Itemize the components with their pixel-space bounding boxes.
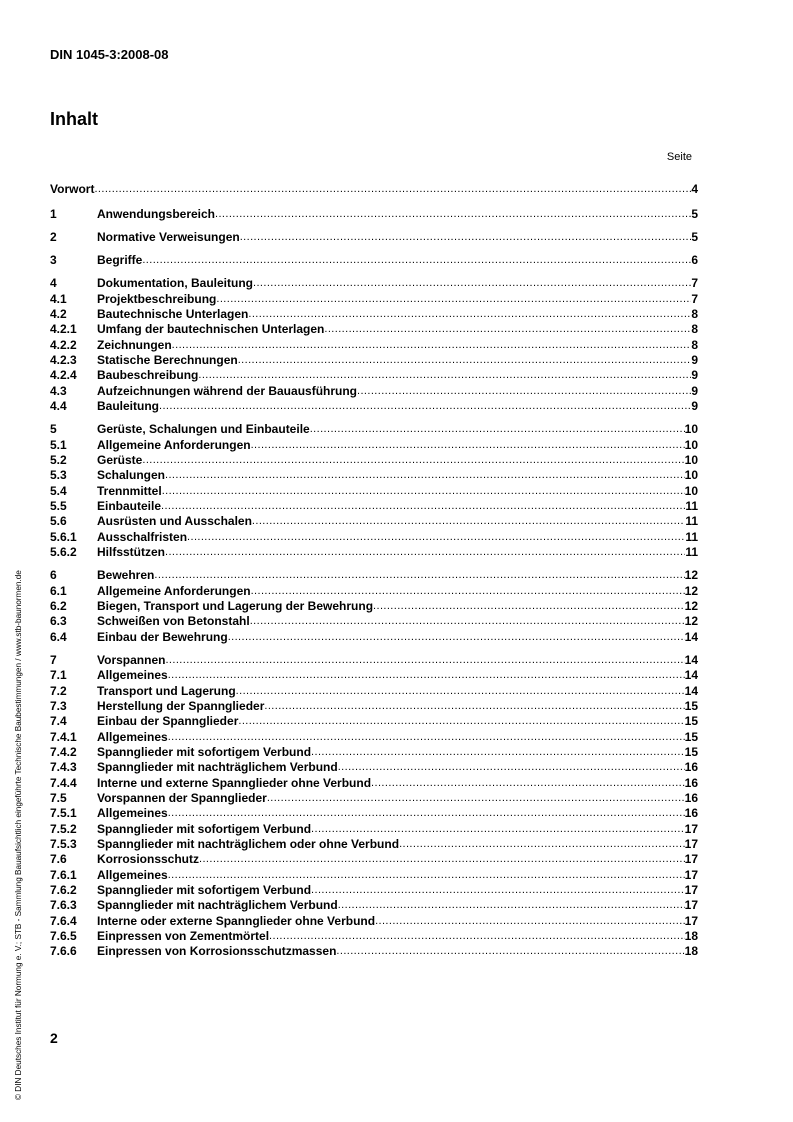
- toc-entry-title: Gerüste: [97, 453, 143, 467]
- toc-entry[interactable]: [50, 897, 698, 912]
- toc-entry-number: 7.5.2: [50, 822, 77, 836]
- toc-entry-title: Ausrüsten und Ausschalen: [97, 514, 252, 528]
- toc-entry-page: 8: [691, 338, 698, 352]
- toc-leader-dots: [228, 630, 685, 644]
- toc-leader-dots: [159, 399, 691, 413]
- toc-leader-dots: [238, 714, 684, 728]
- toc-leader-dots: [165, 653, 684, 667]
- toc-leader-dots: [311, 822, 685, 836]
- toc-entry-title: Interne und externe Spannglieder ohne Verbund: [97, 776, 372, 790]
- toc-entry[interactable]: [50, 275, 698, 290]
- toc-leader-dots: [264, 699, 684, 713]
- toc-leader-dots: [267, 791, 685, 805]
- toc-entry-title: Vorwort: [50, 182, 95, 196]
- toc-leader-dots: [162, 484, 685, 498]
- toc-entry[interactable]: [50, 437, 698, 452]
- toc-entry-title: Ausschalfristen: [97, 530, 188, 544]
- toc-entry-number: 7.6.3: [50, 898, 77, 912]
- toc-entry-number: 7.4.2: [50, 745, 77, 759]
- toc-entry-number: 4.3: [50, 384, 67, 398]
- toc-leader-dots: [248, 307, 691, 321]
- toc-entry-page: 12: [684, 599, 698, 613]
- toc-entry[interactable]: [50, 598, 698, 613]
- toc-entry[interactable]: [50, 513, 698, 528]
- toc-entry-page: 12: [684, 568, 698, 582]
- toc-leader-dots: [187, 530, 685, 544]
- toc-entry-page: 10: [684, 422, 698, 436]
- toc-entry-title: Einpressen von Zementmörtel: [97, 929, 270, 943]
- toc-entry[interactable]: [50, 652, 698, 667]
- toc-leader-dots: [154, 568, 684, 582]
- toc-entry-title: Korrosionsschutz: [97, 852, 200, 866]
- toc-entry-number: 7.4: [50, 714, 67, 728]
- toc-leader-dots: [357, 384, 691, 398]
- toc-leader-dots: [336, 944, 684, 958]
- toc-entry-page: 9: [691, 353, 698, 367]
- toc-entry-number: 7.6.4: [50, 914, 77, 928]
- toc-entry-number: 5.2: [50, 453, 67, 467]
- toc-entry-page: 16: [684, 760, 698, 774]
- toc-entry-title: Spannglieder mit sofortigem Verbund: [97, 822, 312, 836]
- toc-entry-title: Allgemeines: [97, 668, 168, 682]
- toc-leader-dots: [94, 182, 691, 196]
- toc-leader-dots: [238, 353, 692, 367]
- toc-entry-number: 5.6: [50, 514, 67, 528]
- toc-entry-title: Allgemeine Anforderungen: [97, 438, 251, 452]
- toc-entry[interactable]: [50, 337, 698, 352]
- toc-entry-title: Biegen, Transport und Lagerung der Bewehrung: [97, 599, 374, 613]
- toc-entry-number: 4.2: [50, 307, 67, 321]
- toc-entry-number: 7.2: [50, 684, 67, 698]
- toc-entry[interactable]: [50, 667, 698, 682]
- toc-entry-number: 7.3: [50, 699, 67, 713]
- toc-entry[interactable]: [50, 943, 698, 958]
- toc-entry-page: 17: [684, 914, 698, 928]
- toc-entry-number: 7.6: [50, 852, 67, 866]
- toc-leader-dots: [324, 322, 691, 336]
- toc-entry[interactable]: [50, 928, 698, 943]
- toc-entry-title: Hilfsstützen: [97, 545, 166, 559]
- toc-entry-page: 8: [691, 307, 698, 321]
- toc-entry[interactable]: [50, 181, 698, 196]
- toc-entry-title: Transport und Lagerung: [97, 684, 236, 698]
- copyright-side-note: © DIN Deutsches Institut für Normung e. V.; STB - Sammlung Bauaufsichtlich eingeführte Technische Baubestimmungen / www.stb-baunormen.de: [14, 570, 23, 1100]
- toc-entry-page: 4: [691, 182, 698, 196]
- toc-entry[interactable]: [50, 352, 698, 367]
- toc-entry[interactable]: [50, 882, 698, 897]
- toc-leader-dots: [216, 292, 691, 306]
- toc-leader-dots: [373, 599, 685, 613]
- toc-leader-dots: [142, 253, 691, 267]
- toc-entry-page: 16: [684, 791, 698, 805]
- toc-entry[interactable]: [50, 452, 698, 467]
- toc-entry[interactable]: [50, 867, 698, 882]
- toc-entry-title: Dokumentation, Bauleitung: [97, 276, 253, 290]
- toc-entry-title: Bauleitung: [97, 399, 159, 413]
- toc-leader-dots: [240, 230, 692, 244]
- toc-entry-number: 5.1: [50, 438, 67, 452]
- toc-entry[interactable]: [50, 759, 698, 774]
- toc-entry-page: 11: [685, 545, 698, 559]
- toc-entry-title: Bewehren: [97, 568, 155, 582]
- toc-entry-page: 15: [684, 714, 698, 728]
- toc-entry-title: Begriffe: [97, 253, 143, 267]
- toc-entry[interactable]: [50, 567, 698, 582]
- toc-entry-title: Herstellung der Spannglieder: [97, 699, 265, 713]
- toc-entry-number: 7.4.1: [50, 730, 77, 744]
- toc-entry[interactable]: [50, 367, 698, 382]
- toc-entry[interactable]: [50, 252, 698, 267]
- toc-entry-number: 7.5: [50, 791, 67, 805]
- toc-entry[interactable]: [50, 206, 698, 221]
- toc-entry-number: 4.2.3: [50, 353, 77, 367]
- toc-leader-dots: [142, 453, 684, 467]
- toc-leader-dots: [168, 668, 685, 682]
- toc-entry-page: 14: [684, 668, 698, 682]
- toc-entry-page: 5: [691, 230, 698, 244]
- toc-leader-dots: [338, 760, 685, 774]
- toc-entry-title: Einpressen von Korrosionsschutzmassen: [97, 944, 337, 958]
- toc-leader-dots: [172, 338, 692, 352]
- toc-entry-page: 11: [685, 499, 698, 513]
- toc-entry-title: Gerüste, Schalungen und Einbauteile: [97, 422, 310, 436]
- toc-leader-dots: [168, 806, 685, 820]
- toc-entry-title: Spannglieder mit nachträglichem Verbund: [97, 898, 338, 912]
- toc-entry-title: Spannglieder mit sofortigem Verbund: [97, 745, 312, 759]
- toc-leader-dots: [236, 684, 685, 698]
- toc-entry[interactable]: [50, 498, 698, 513]
- toc-entry[interactable]: [50, 851, 698, 866]
- toc-entry[interactable]: [50, 913, 698, 928]
- toc-entry-title: Interne oder externe Spannglieder ohne Verbund: [97, 914, 376, 928]
- toc-leader-dots: [161, 499, 685, 513]
- toc-leader-dots: [311, 745, 685, 759]
- toc-entry[interactable]: [50, 398, 698, 413]
- toc-entry-number: 7.1: [50, 668, 67, 682]
- toc-leader-dots: [338, 898, 685, 912]
- toc-leader-dots: [199, 852, 685, 866]
- toc-entry-number: 7.4.4: [50, 776, 77, 790]
- toc-entry[interactable]: [50, 713, 698, 728]
- toc-entry-page: 17: [684, 822, 698, 836]
- toc-leader-dots: [253, 276, 691, 290]
- document-id: DIN 1045-3:2008-08: [50, 47, 169, 62]
- toc-entry-title: Schweißen von Betonstahl: [97, 614, 250, 628]
- toc-entry-page: 10: [684, 484, 698, 498]
- toc-entry-title: Spannglieder mit nachträglichem Verbund: [97, 760, 338, 774]
- toc-leader-dots: [310, 422, 685, 436]
- toc-entry-number: 6.1: [50, 584, 67, 598]
- toc-entry-title: Einbau der Bewehrung: [97, 630, 228, 644]
- toc-entry[interactable]: [50, 529, 698, 544]
- toc-entry-page: 17: [684, 898, 698, 912]
- toc-entry-number: 7.5.3: [50, 837, 77, 851]
- toc-entry[interactable]: [50, 805, 698, 820]
- toc-leader-dots: [311, 883, 685, 897]
- toc-entry-number: 5.5: [50, 499, 67, 513]
- toc-entry[interactable]: [50, 291, 698, 306]
- toc-entry-page: 15: [684, 730, 698, 744]
- toc-entry-page: 17: [684, 837, 698, 851]
- toc-entry-page: 10: [684, 438, 698, 452]
- toc-entry[interactable]: [50, 383, 698, 398]
- toc-leader-dots: [168, 868, 685, 882]
- toc-entry-title: Allgemeines: [97, 806, 168, 820]
- toc-entry[interactable]: [50, 321, 698, 336]
- toc-entry[interactable]: [50, 421, 698, 436]
- toc-entry-number: 7.6.6: [50, 944, 77, 958]
- toc-entry-number: 4.2.1: [50, 322, 77, 336]
- toc-entry[interactable]: [50, 790, 698, 805]
- page-number: 2: [50, 1030, 58, 1046]
- toc-entry-title: Zeichnungen: [97, 338, 172, 352]
- toc-entry-number: 3: [50, 253, 57, 267]
- toc-entry-number: 4: [50, 276, 57, 290]
- toc-entry-page: 12: [684, 584, 698, 598]
- page-column-label: Seite: [666, 151, 692, 163]
- toc-entry[interactable]: [50, 613, 698, 628]
- toc-leader-dots: [375, 914, 685, 928]
- toc-entry-number: 7.6.5: [50, 929, 77, 943]
- toc-entry-page: 10: [684, 453, 698, 467]
- toc-entry-page: 8: [691, 322, 698, 336]
- toc-entry[interactable]: [50, 729, 698, 744]
- toc-entry-number: 7.6.1: [50, 868, 77, 882]
- toc-leader-dots: [165, 468, 685, 482]
- toc-entry-title: Vorspannen der Spannglieder: [97, 791, 267, 805]
- toc-entry-number: 5.3: [50, 468, 67, 482]
- toc-entry-page: 17: [684, 883, 698, 897]
- toc-entry-number: 5.6.2: [50, 545, 77, 559]
- toc-entry-page: 7: [691, 292, 698, 306]
- toc-entry-title: Einbau der Spannglieder: [97, 714, 239, 728]
- toc-entry-title: Aufzeichnungen während der Bauausführung: [97, 384, 358, 398]
- toc-entry-title: Allgemeines: [97, 868, 168, 882]
- toc-entry-number: 7.4.3: [50, 760, 77, 774]
- toc-entry-page: 6: [691, 253, 698, 267]
- toc-entry-page: 11: [685, 530, 698, 544]
- toc-entry-page: 15: [684, 699, 698, 713]
- toc-leader-dots: [252, 514, 685, 528]
- toc-entry-title: Trennmittel: [97, 484, 162, 498]
- toc-leader-dots: [399, 837, 685, 851]
- toc-entry-page: 14: [684, 684, 698, 698]
- toc-entry-page: 10: [684, 468, 698, 482]
- toc-entry-number: 6.3: [50, 614, 67, 628]
- toc-entry[interactable]: [50, 306, 698, 321]
- toc-entry[interactable]: [50, 836, 698, 851]
- toc-leader-dots: [371, 776, 685, 790]
- toc-entry[interactable]: [50, 744, 698, 759]
- toc-entry-number: 5.6.1: [50, 530, 77, 544]
- toc-entry[interactable]: [50, 483, 698, 498]
- toc-entry[interactable]: [50, 229, 698, 244]
- toc-leader-dots: [168, 730, 685, 744]
- toc-entry-page: 14: [684, 653, 698, 667]
- toc-entry-page: 9: [691, 399, 698, 413]
- toc-entry-title: Spannglieder mit nachträglichem oder ohne Verbund: [97, 837, 400, 851]
- toc-entry-page: 5: [691, 207, 698, 221]
- toc-leader-dots: [251, 584, 685, 598]
- toc-entry[interactable]: [50, 583, 698, 598]
- toc-entry[interactable]: [50, 683, 698, 698]
- toc-entry[interactable]: [50, 821, 698, 836]
- toc-entry-title: Normative Verweisungen: [97, 230, 240, 244]
- toc-entry-page: 18: [684, 929, 698, 943]
- page-title: Inhalt: [50, 109, 98, 129]
- toc-entry-title: Umfang der bautechnischen Unterlagen: [97, 322, 325, 336]
- toc-entry-number: 5: [50, 422, 57, 436]
- toc-entry-number: 4.1: [50, 292, 67, 306]
- toc-entry-title: Baubeschreibung: [97, 368, 199, 382]
- toc-leader-dots: [198, 368, 691, 382]
- toc-entry-title: Allgemeine Anforderungen: [97, 584, 251, 598]
- toc-entry-title: Allgemeines: [97, 730, 168, 744]
- toc-entry-number: 2: [50, 230, 57, 244]
- toc-entry-title: Anwendungsbereich: [97, 207, 216, 221]
- toc-entry-number: 4.2.2: [50, 338, 77, 352]
- toc-entry-title: Bautechnische Unterlagen: [97, 307, 249, 321]
- toc-entry-number: 6.2: [50, 599, 67, 613]
- toc-entry-page: 15: [684, 745, 698, 759]
- toc-entry[interactable]: [50, 775, 698, 790]
- toc-entry-title: Statische Berechnungen: [97, 353, 238, 367]
- toc-entry-page: 12: [684, 614, 698, 628]
- toc-entry-title: Spannglieder mit sofortigem Verbund: [97, 883, 312, 897]
- toc-entry-page: 16: [684, 806, 698, 820]
- toc-entry-number: 7: [50, 653, 57, 667]
- toc-entry-number: 6: [50, 568, 57, 582]
- toc-leader-dots: [251, 438, 685, 452]
- toc-entry-number: 7.5.1: [50, 806, 77, 820]
- toc-entry[interactable]: [50, 544, 698, 559]
- toc-entry-page: 17: [684, 852, 698, 866]
- toc-entry-title: Projektbeschreibung: [97, 292, 217, 306]
- toc-entry-page: 18: [684, 944, 698, 958]
- toc-entry-title: Vorspannen: [97, 653, 166, 667]
- toc-entry[interactable]: [50, 698, 698, 713]
- toc-leader-dots: [215, 207, 691, 221]
- toc-leader-dots: [250, 614, 685, 628]
- toc-entry-page: 7: [691, 276, 698, 290]
- toc-entry-page: 9: [691, 368, 698, 382]
- toc-entry-page: 11: [685, 514, 698, 528]
- toc-entry-number: 1: [50, 207, 57, 221]
- toc-entry-title: Schalungen: [97, 468, 166, 482]
- toc-entry-number: 6.4: [50, 630, 67, 644]
- toc-entry-number: 4.2.4: [50, 368, 77, 382]
- toc-entry[interactable]: [50, 629, 698, 644]
- toc-entry-number: 7.6.2: [50, 883, 77, 897]
- toc-entry-page: 9: [691, 384, 698, 398]
- toc-entry-number: 4.4: [50, 399, 67, 413]
- toc-entry-page: 17: [684, 868, 698, 882]
- toc-entry-title: Einbauteile: [97, 499, 162, 513]
- toc-entry[interactable]: [50, 467, 698, 482]
- toc-entry-page: 14: [684, 630, 698, 644]
- toc-leader-dots: [269, 929, 685, 943]
- toc-entry-number: 5.4: [50, 484, 67, 498]
- toc-leader-dots: [165, 545, 685, 559]
- toc-entry-page: 16: [684, 776, 698, 790]
